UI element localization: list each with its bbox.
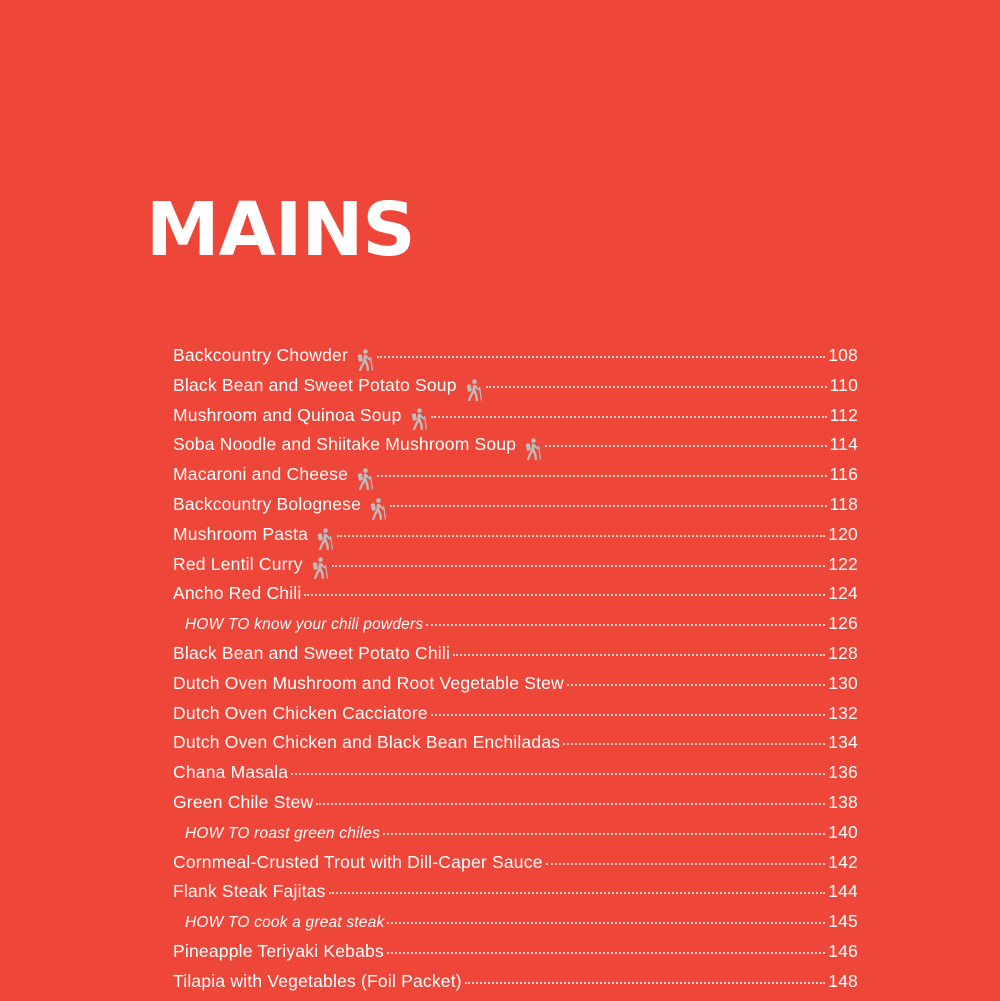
dot-leader xyxy=(390,505,826,507)
toc-entry[interactable] xyxy=(173,524,858,554)
dot-leader xyxy=(546,863,826,865)
page-number: 110 xyxy=(829,374,858,395)
page-number: 118 xyxy=(829,493,858,514)
toc-entry-title: Macaroni and Cheese xyxy=(173,464,349,485)
toc-entry[interactable] xyxy=(173,762,858,792)
hiker-icon xyxy=(355,349,374,371)
toc-entry-title: Black Bean and Sweet Potato Chili xyxy=(173,642,451,663)
toc-entry-title: Backcountry Bolognese xyxy=(173,493,362,514)
toc-entry[interactable] xyxy=(173,494,858,524)
toc-entry-title: Mushroom Pasta xyxy=(173,523,309,544)
toc-howto-entry[interactable] xyxy=(173,613,858,643)
dot-leader xyxy=(329,892,826,894)
dot-leader xyxy=(316,803,825,805)
dot-leader xyxy=(563,743,825,745)
page-title: MAINS xyxy=(146,187,415,273)
hiker-icon xyxy=(409,408,428,430)
page-number: 134 xyxy=(828,732,858,753)
toc-entry[interactable] xyxy=(173,643,858,673)
toc-entry[interactable] xyxy=(173,464,858,494)
toc-entry-title: Black Bean and Sweet Potato Soup xyxy=(173,374,457,395)
page-number: 144 xyxy=(828,881,858,902)
toc-entry[interactable] xyxy=(173,673,858,703)
dot-leader xyxy=(337,535,825,537)
toc-howto-entry[interactable] xyxy=(173,822,858,852)
dot-leader xyxy=(377,356,825,358)
toc-entry-title: Dutch Oven Mushroom and Root Vegetable Stew xyxy=(173,672,564,693)
dot-leader xyxy=(291,773,825,775)
toc-entry[interactable] xyxy=(173,703,858,733)
dot-leader xyxy=(332,565,826,567)
toc-entry[interactable] xyxy=(173,434,858,464)
page-number: 130 xyxy=(828,672,858,693)
toc-entry-title: Chana Masala xyxy=(173,762,289,783)
page-number: 128 xyxy=(828,642,858,663)
toc-entry[interactable] xyxy=(173,971,858,1001)
page-number: 142 xyxy=(828,851,858,872)
page-number: 114 xyxy=(829,434,858,455)
toc-entry-title: Red Lentil Curry xyxy=(173,553,303,574)
toc-entry[interactable] xyxy=(173,583,858,613)
toc-entry[interactable] xyxy=(173,554,858,584)
toc-entry-title: Mushroom and Quinoa Soup xyxy=(173,404,402,425)
toc-entry-title: Dutch Oven Chicken Cacciatore xyxy=(173,702,428,723)
hiker-icon xyxy=(315,528,334,550)
hiker-icon xyxy=(368,498,387,520)
dot-leader xyxy=(567,684,825,686)
page-number: 132 xyxy=(828,702,858,723)
page-number: 148 xyxy=(828,970,858,991)
toc-entry[interactable] xyxy=(173,941,858,971)
toc-entry-title: HOW TO know your chili powders xyxy=(185,616,424,634)
toc-entry-title: Tilapia with Vegetables (Foil Packet) xyxy=(173,970,462,991)
toc-entry[interactable] xyxy=(173,732,858,762)
dot-leader xyxy=(387,952,825,954)
toc-entry-title: HOW TO roast green chiles xyxy=(185,824,381,842)
dot-leader xyxy=(431,416,827,418)
toc-entry-title: Pineapple Teriyaki Kebabs xyxy=(173,940,384,961)
hiker-icon xyxy=(355,468,374,490)
toc-entry[interactable] xyxy=(173,852,858,882)
dot-leader xyxy=(486,386,827,388)
toc-entry-title: HOW TO cook a great steak xyxy=(185,914,385,932)
toc-entry[interactable] xyxy=(173,375,858,405)
toc-entry-title: Cornmeal-Crusted Trout with Dill-Caper Sauce xyxy=(173,851,543,872)
dot-leader xyxy=(387,922,825,924)
page-number: 126 xyxy=(828,613,858,634)
page-number: 140 xyxy=(828,821,858,842)
toc-entry[interactable] xyxy=(173,881,858,911)
page-number: 124 xyxy=(828,583,858,604)
toc-entry[interactable] xyxy=(173,345,858,375)
toc-entry-title: Backcountry Chowder xyxy=(173,345,348,365)
dot-leader xyxy=(465,982,825,984)
hiker-icon xyxy=(464,379,483,401)
page-number: 138 xyxy=(828,791,858,812)
toc-entry-title: Green Chile Stew xyxy=(173,791,314,812)
dot-leader xyxy=(431,714,825,716)
page-number: 122 xyxy=(828,553,858,574)
dot-leader xyxy=(545,445,826,447)
page-number: 112 xyxy=(829,404,858,425)
page-number: 146 xyxy=(828,940,858,961)
page-number: 145 xyxy=(828,911,858,932)
dot-leader xyxy=(426,624,825,626)
dot-leader xyxy=(383,833,825,835)
hiker-icon xyxy=(523,438,542,460)
toc-entry[interactable] xyxy=(173,405,858,435)
page-number: 120 xyxy=(828,523,858,544)
toc-entry-title: Flank Steak Fajitas xyxy=(173,881,326,902)
toc-entry-title: Dutch Oven Chicken and Black Bean Enchiladas xyxy=(173,732,561,753)
hiker-icon xyxy=(310,557,329,579)
page-number: 116 xyxy=(829,464,858,485)
page-number: 108 xyxy=(828,345,858,365)
toc-entry-title: Ancho Red Chili xyxy=(173,583,302,604)
toc-entry[interactable] xyxy=(173,792,858,822)
dot-leader xyxy=(304,594,825,596)
toc-howto-entry[interactable] xyxy=(173,911,858,941)
dot-leader xyxy=(453,654,825,656)
page-number: 136 xyxy=(828,762,858,783)
toc-entry-title: Soba Noodle and Shiitake Mushroom Soup xyxy=(173,434,517,455)
dot-leader xyxy=(377,475,826,477)
table-of-contents xyxy=(173,345,858,1001)
